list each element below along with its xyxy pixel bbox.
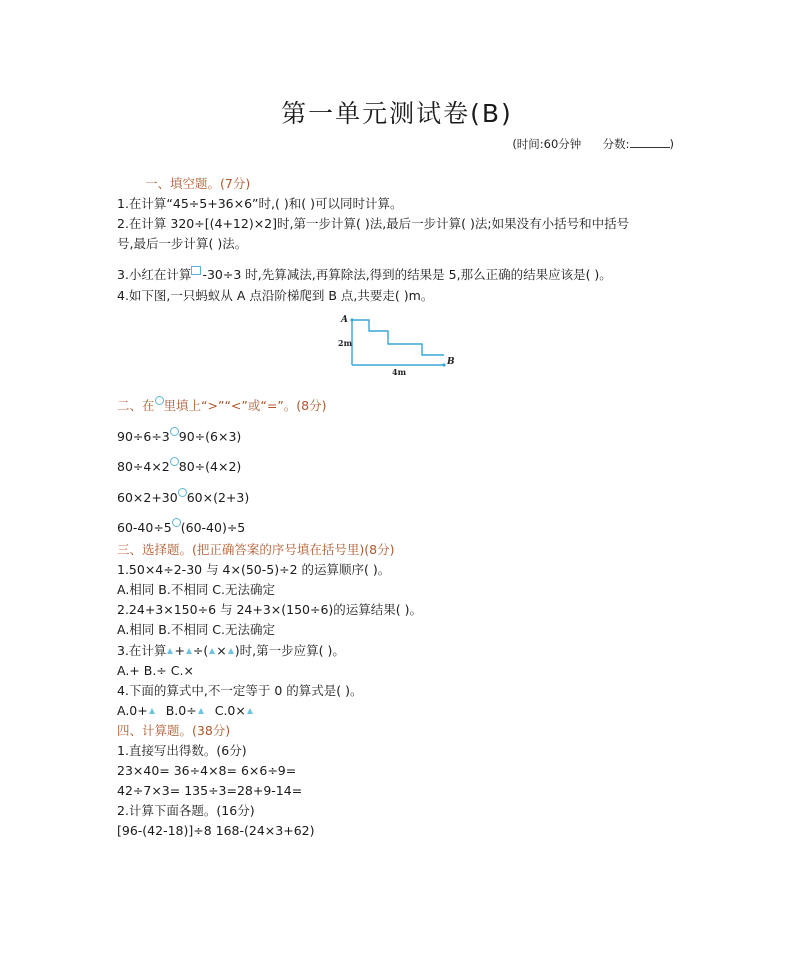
s2-heading-a: 二、在	[117, 398, 155, 413]
score-label: 分数:	[602, 137, 630, 151]
triangle-icon	[209, 648, 215, 654]
label-height: 2m	[338, 338, 353, 348]
staircase-figure	[336, 310, 466, 380]
time-label: (时间:60分钟	[512, 137, 582, 151]
s3-q4-opt-b: B.0÷	[165, 703, 197, 718]
s4-row2: 42÷7×3= 135÷3=28+9-14=	[117, 783, 303, 798]
s2-heading-b: 里填上“>”“<”或“=”。(8分)	[163, 398, 327, 413]
s2-row1-right: 90÷(6×3)	[178, 429, 242, 444]
s3-q2: 2.24+3×150÷6 与 24+3×(150÷6)的运算结果( )。	[117, 602, 423, 617]
s2-row	[117, 427, 241, 445]
s2-row1-left: 90÷6÷3	[117, 429, 170, 444]
s4-sub2: 2.计算下面各题。(16分)	[117, 803, 255, 818]
s3-q3	[117, 643, 345, 659]
staircase-path	[352, 320, 444, 355]
s3-q3-options: A.+ B.÷ C.×	[117, 663, 194, 678]
s2-row3-left: 60×2+30	[117, 490, 178, 505]
triangle-icon	[167, 648, 173, 654]
s1-q3-a: 3.小红在计算	[117, 267, 192, 282]
s3-q3-c: ÷(	[192, 643, 209, 658]
compare-circle[interactable]	[178, 488, 187, 497]
meta-close: )	[669, 137, 674, 151]
s1-q4: 4.如下图,一只蚂蚁从 A 点沿阶梯爬到 B 点,共要走( )m。	[117, 288, 434, 303]
s4-row1: 23×40= 36÷4×8= 6×6÷9=	[117, 763, 297, 778]
s1-q2b: 号,最后一步计算( )法。	[117, 236, 248, 251]
s3-q3-a: 3.在计算	[117, 643, 167, 658]
compare-circle[interactable]	[170, 457, 179, 466]
circle-icon	[155, 396, 164, 405]
s1-q3-b: -30÷3 时,先算减法,再算除法,得到的结果是 5,那么正确的结果应该是( )。	[202, 267, 612, 282]
triangle-icon	[149, 708, 155, 714]
s2-row4-right: (60-40)÷5	[180, 520, 246, 535]
s3-q3-e: )时,第一步应算( )。	[234, 643, 345, 658]
page-title: 第一单元测试卷(B)	[281, 99, 513, 128]
point-a-dot	[350, 318, 353, 321]
s1-q1: 1.在计算“45÷5+36×6”时,( )和( )可以同时计算。	[117, 196, 403, 211]
label-width: 4m	[392, 367, 407, 377]
s2-row2-left: 80÷4×2	[117, 459, 170, 474]
s3-q4: 4.下面的算式中,不一定等于 0 的算式是( )。	[117, 683, 363, 698]
s2-row	[117, 518, 245, 536]
s2-row	[117, 457, 241, 475]
s3-q4-options	[117, 703, 254, 719]
label-a: A	[341, 315, 348, 325]
s2-row2-right: 80÷(4×2)	[178, 459, 242, 474]
s3-q1: 1.50×4÷2-30 与 4×(50-5)÷2 的运算顺序( )。	[117, 562, 391, 577]
triangle-icon	[186, 648, 192, 654]
compare-circle[interactable]	[172, 518, 181, 527]
score-blank[interactable]	[630, 137, 670, 148]
s2-row	[117, 488, 249, 506]
section-2-heading	[117, 396, 327, 414]
s3-q4-opt-c: C.0×	[214, 703, 246, 718]
section-3-heading: 三、选择题。(把正确答案的序号填在括号里)(8分)	[117, 542, 395, 557]
s4-sub1: 1.直接写出得数。(6分)	[117, 743, 247, 758]
section-1-heading: 一、填空题。(7分)	[145, 176, 251, 191]
s1-q3	[117, 266, 612, 283]
triangle-icon	[228, 648, 234, 654]
triangle-icon	[247, 708, 253, 714]
s2-row3-right: 60×(2+3)	[186, 490, 250, 505]
s4-row3: [96-(42-18)]÷8 168-(24×3+62)	[117, 823, 315, 838]
s3-q3-b: +	[174, 643, 185, 658]
s1-q2a: 2.在计算 320÷[(4+12)×2]时,第一步计算( )法,最后一步计算( )法;如果没有小括号和中括号	[117, 216, 630, 231]
point-b-dot	[442, 363, 445, 366]
s3-q1-options: A.相同 B.不相同 C.无法确定	[117, 582, 276, 597]
label-b: B	[447, 357, 455, 367]
s3-q2-options: A.相同 B.不相同 C.无法确定	[117, 622, 276, 637]
triangle-icon	[198, 708, 204, 714]
compare-circle[interactable]	[170, 427, 179, 436]
s2-row4-left: 60-40÷5	[117, 520, 172, 535]
exam-meta	[512, 136, 674, 152]
s3-q4-opt-a: A.0+	[117, 703, 148, 718]
square-icon	[191, 266, 201, 275]
s3-q3-d: ×	[216, 643, 227, 658]
section-4-heading: 四、计算题。(38分)	[117, 723, 231, 738]
